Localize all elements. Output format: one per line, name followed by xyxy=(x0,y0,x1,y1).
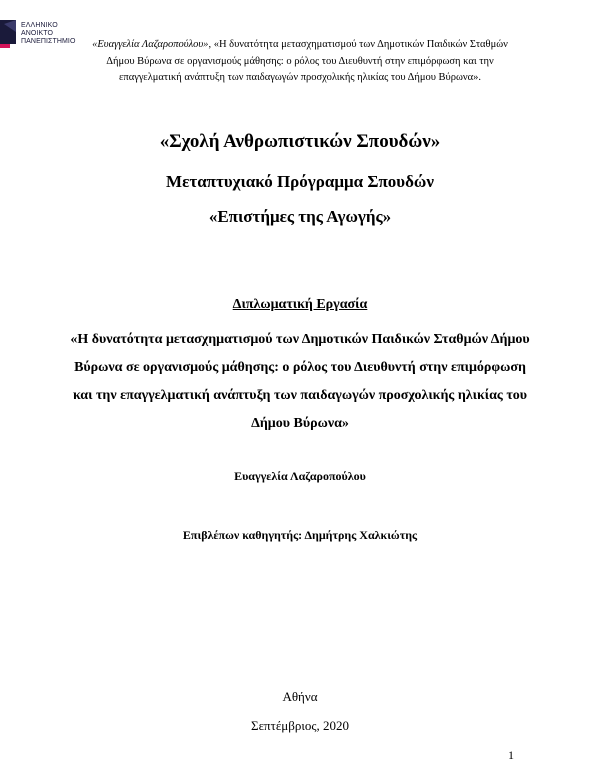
science-title: «Επιστήμες της Αγωγής» xyxy=(208,207,392,226)
header-author: «Ευαγγελία Λαζαροπούλου» xyxy=(92,39,209,50)
date: Σεπτέμβριος, 2020 xyxy=(251,718,349,733)
city: Αθήνα xyxy=(282,689,318,704)
author-name: Ευαγγελία Λαζαροπούλου xyxy=(234,469,366,483)
thesis-label: Διπλωματική Εργασία xyxy=(232,297,368,312)
thesis-title: «Η δυνατότητα μετασχηματισμού των Δημοτικών Παιδικών Σταθμών Δήμου Βύρωνα σε οργανισμούς μάθησης: ο ρόλος του Διευθυντή στην επιμόρφωση και την επαγγελματική ανάπτυξη των παιδαγωγών προσχολικής ηλικίας του Δήμου Βύρωνα» xyxy=(70,332,530,431)
logo-text xyxy=(21,22,76,46)
logo-line-3: ΠΑΝΕΠΙΣΤΗΜΙΟ xyxy=(21,38,76,45)
citation-header xyxy=(80,37,520,87)
university-logo xyxy=(0,18,90,54)
supervisor: Επιβλέπων καθηγητής: Δημήτρης Χαλκιώτης xyxy=(182,528,418,542)
logo-line-1: ΕΛΛΗΝΙΚΟ xyxy=(21,22,58,29)
header-citation: , «Η δυνατότητα μετασχηματισμού των Δημοτικών Παιδικών Σταθμών Δήμου Βύρωνα σε οργανισμούς μάθησης: ο ρόλος του Διευθυντή στην επιμόρφωση και την επαγγελματική ανάπτυξη των παιδαγωγών προσχολικής ηλικίας του Δήμου Βύρωνα». xyxy=(106,39,508,83)
eap-logo-icon xyxy=(0,18,18,48)
logo-line-2: ΑΝΟΙΚΤΟ xyxy=(21,30,54,37)
program-title: Μεταπτυχιακό Πρόγραμμα Σπουδών xyxy=(166,172,434,191)
school-title: «Σχολή Ανθρωπιστικών Σπουδών» xyxy=(159,131,441,152)
page-number: 1 xyxy=(508,748,514,762)
